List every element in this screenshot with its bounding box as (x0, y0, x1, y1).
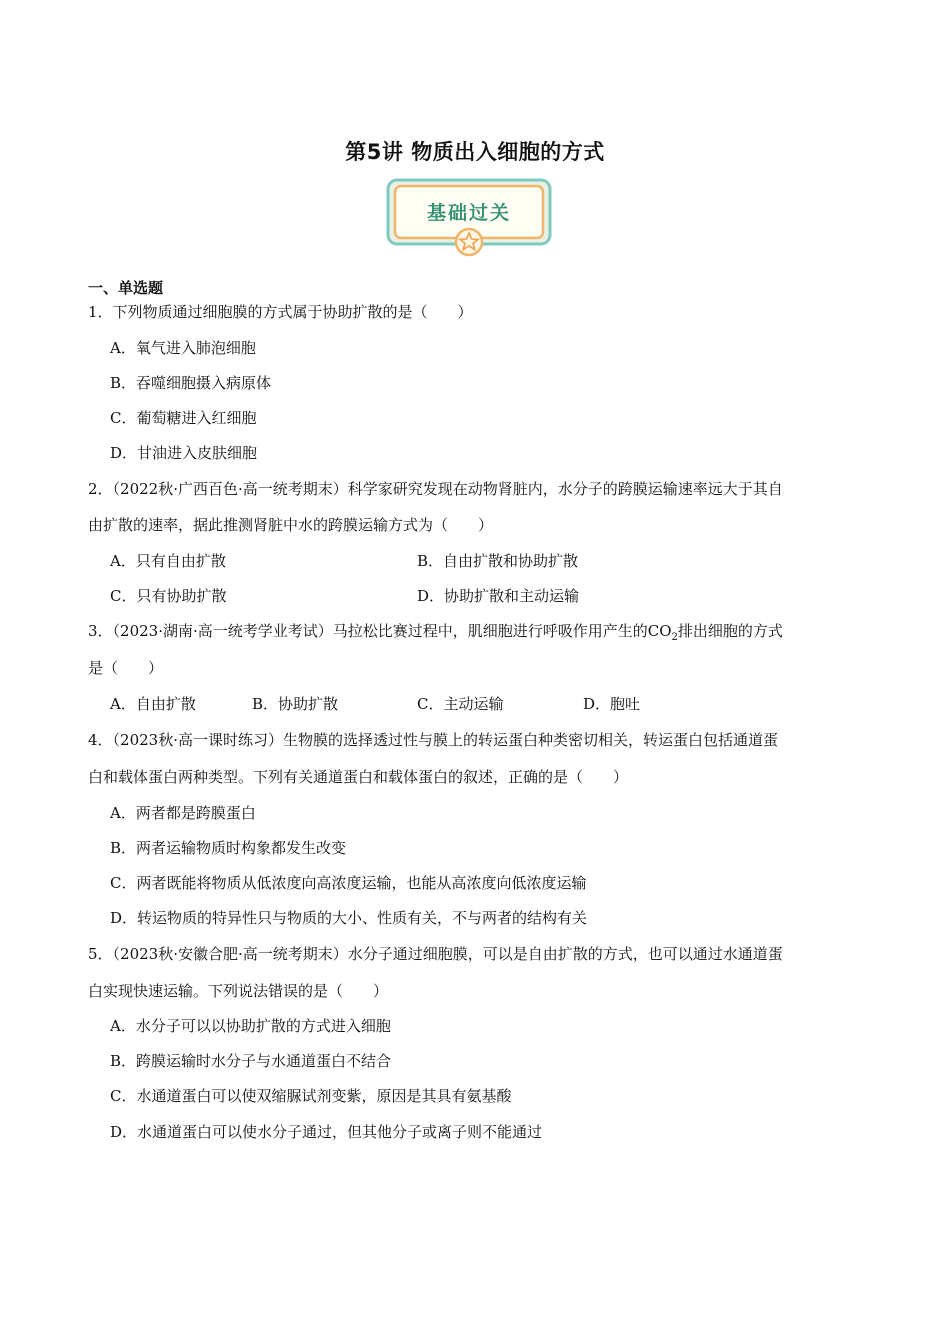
option-3a: A．自由扩散 (110, 695, 196, 713)
option-3b: B．协助扩散 (252, 695, 339, 713)
question-5-stem-cont: 白实现快速运输。下列说法错误的是（ ） (88, 982, 389, 1000)
subscript: 2 (671, 632, 678, 643)
question-3-stem-cont: 是（ ） (88, 659, 164, 677)
question-number: 1． (88, 303, 113, 321)
option-3c: C．主动运输 (417, 695, 504, 713)
option-1c: C．葡萄糖进入红细胞 (110, 409, 257, 427)
option-1b: B．吞噬细胞摄入病原体 (110, 374, 272, 392)
question-number: 5． (88, 945, 113, 963)
question-5-stem: 5．（2023秋·安徽合肥·高一统考期末）水分子通过细胞膜，可以是自由扩散的方式，也可以通过水通道蛋 (88, 945, 783, 963)
badge (386, 178, 552, 258)
question-1-stem: 1．下列物质通过细胞膜的方式属于协助扩散的是（ ） (88, 303, 473, 321)
badge-label: 基础过关 (426, 202, 511, 224)
option-2c: C．只有协助扩散 (110, 587, 227, 605)
question-number: 2． (88, 480, 113, 498)
question-2-stem-cont: 由扩散的速率，据此推测肾脏中水的跨膜运输方式为（ ） (88, 516, 494, 534)
option-4c: C．两者既能将物质从低浓度向高浓度运输，也能从高浓度向低浓度运输 (110, 874, 587, 892)
question-number: 4． (88, 731, 113, 749)
option-4d: D．转运物质的特异性只与物质的大小、性质有关，不与两者的结构有关 (110, 909, 588, 927)
option-2b: B．自由扩散和协助扩散 (417, 552, 579, 570)
option-2a: A．只有自由扩散 (110, 552, 226, 570)
question-4-stem-cont: 白和载体蛋白两种类型。下列有关通道蛋白和载体蛋白的叙述，正确的是（ ） (88, 768, 629, 786)
option-5c: C．水通道蛋白可以使双缩脲试剂变紫，原因是其具有氨基酸 (110, 1087, 512, 1105)
option-4a: A．两者都是跨膜蛋白 (110, 804, 256, 822)
option-4b: B．两者运输物质时构象都发生改变 (110, 839, 347, 857)
option-5d: D．水通道蛋白可以使水分子通过，但其他分子或离子则不能通过 (110, 1123, 543, 1141)
option-5a: A．水分子可以以协助扩散的方式进入细胞 (110, 1017, 391, 1035)
option-1a: A．氧气进入肺泡细胞 (110, 339, 256, 357)
option-2d: D．协助扩散和主动运输 (417, 587, 580, 605)
option-3d: D．胞吐 (583, 695, 641, 713)
question-3-stem: 3．（2023·湖南·高一统考学业考试）马拉松比赛过程中，肌细胞进行呼吸作用产生的$CO_2$排出细胞的方式 (88, 622, 783, 643)
question-4-stem: 4．（2023秋·高一课时练习）生物膜的选择透过性与膜上的转运蛋白种类密切相关，转运蛋白包括通道蛋 (88, 731, 778, 749)
question-2-stem: 2．（2022秋·广西百色·高一统考期末）科学家研究发现在动物肾脏内，水分子的跨膜运输速率远大于其自 (88, 480, 783, 498)
option-5b: B．跨膜运输时水分子与水通道蛋白不结合 (110, 1052, 392, 1070)
section-heading: 一、单选题 (88, 279, 164, 297)
page-title: 第5讲 物质出入细胞的方式 (345, 140, 605, 164)
question-number: 3． (88, 622, 113, 640)
option-1d: D．甘油进入皮肤细胞 (110, 444, 258, 462)
